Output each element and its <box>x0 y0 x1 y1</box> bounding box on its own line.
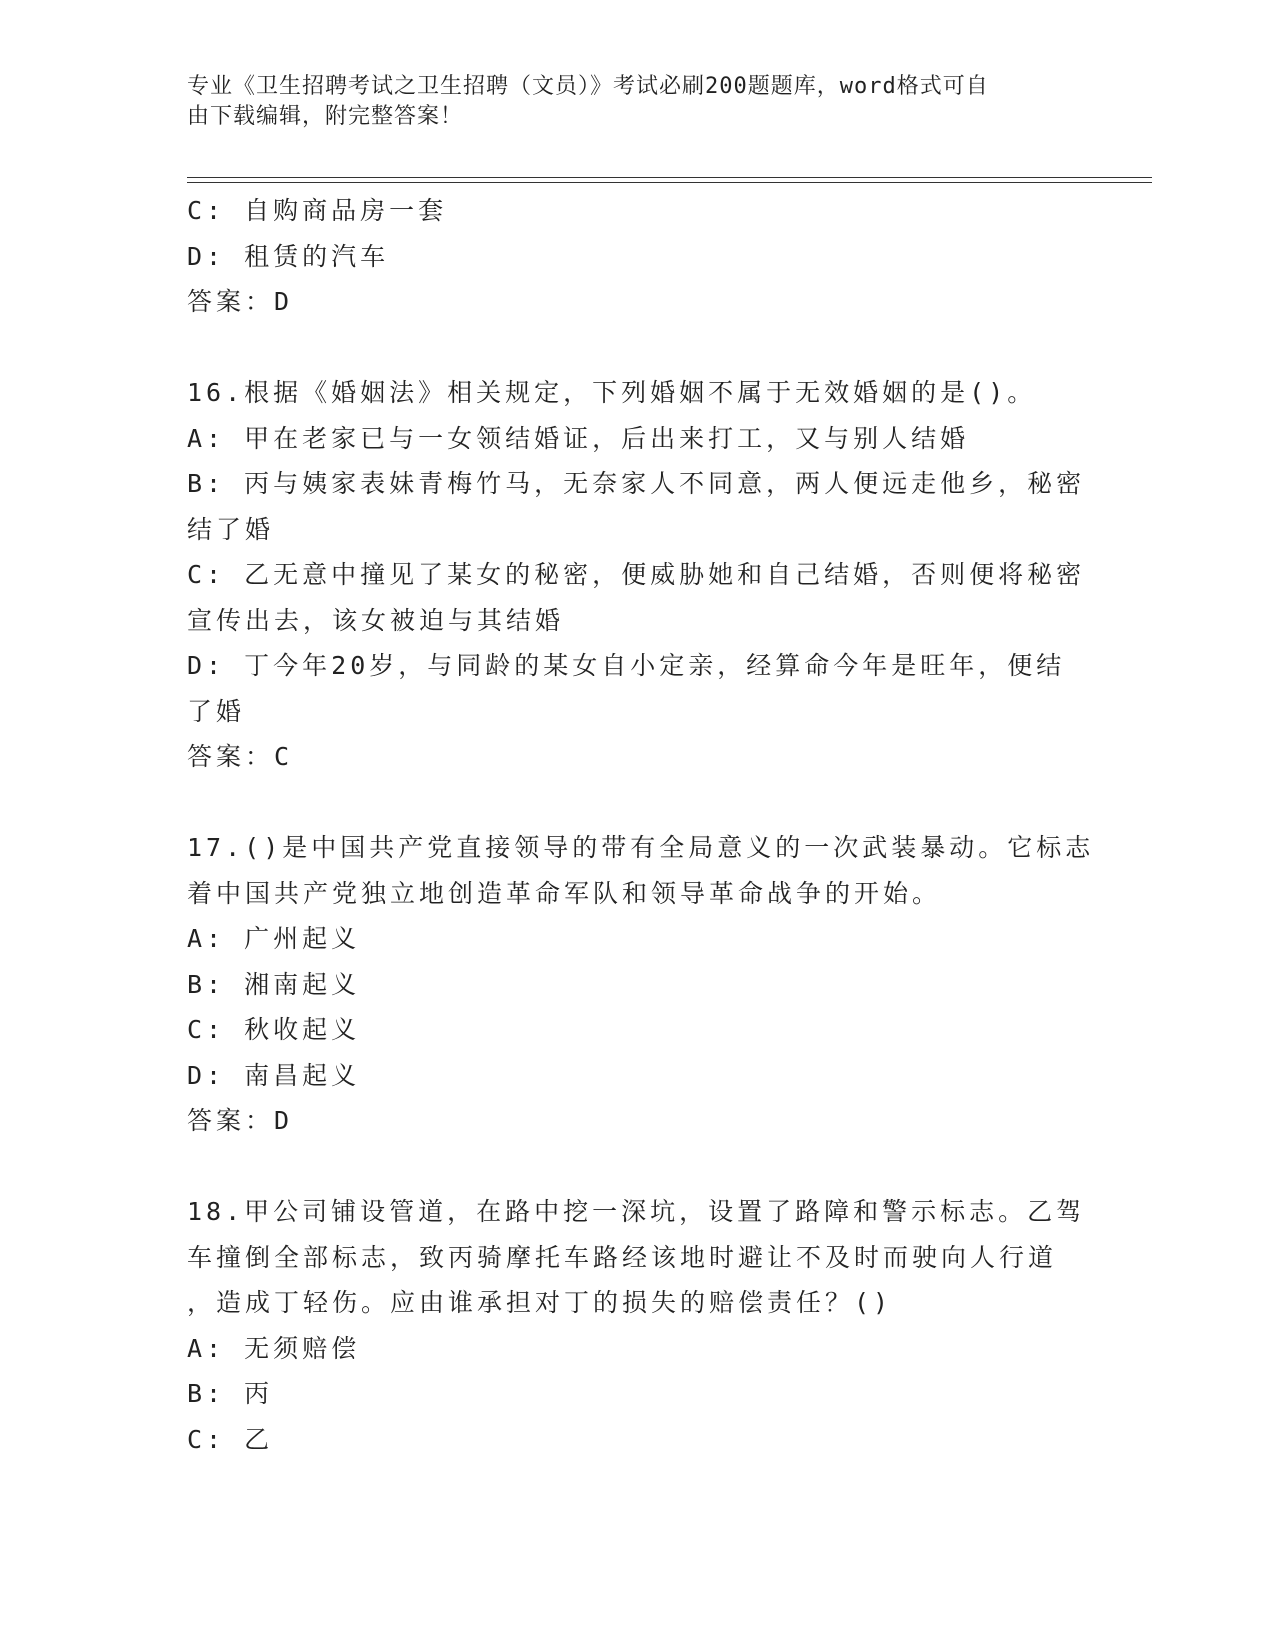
question-list <box>187 188 1095 1462</box>
q18-stem-cont-2: ，造成丁轻伤。应由谁承担对丁的损失的赔偿责任？() <box>187 1288 893 1317</box>
q18-stem-cont: 车撞倒全部标志，致丙骑摩托车路经该地时避让不及时而驶向人行道 <box>187 1242 1058 1272</box>
q17-option-c: C: 秋收起义 <box>187 1015 361 1044</box>
q18-option-a: A: 无须赔偿 <box>187 1333 361 1363</box>
q16-option-a: A: 甲在老家已与一女领结婚证，后出来打工，又与别人结婚 <box>187 423 970 453</box>
q17-option-b: B: 湘南起义 <box>187 969 361 999</box>
q15-option-c: C: 自购商品房一套 <box>187 196 448 225</box>
header-divider-bottom <box>187 182 1152 183</box>
spacer <box>187 1144 1077 1190</box>
q16-option-b: B: 丙与姨家表妹青梅竹马，无奈家人不同意，两人便远走他乡，秘密 <box>187 469 1086 498</box>
document-header <box>187 72 1067 132</box>
q16-option-d: D: 丁今年20岁，与同龄的某女自小定亲，经算命今年是旺年，便结 <box>187 651 1066 680</box>
q17-option-a: A: 广州起义 <box>187 924 361 953</box>
spacer <box>187 325 1077 371</box>
question-15 <box>187 188 1077 325</box>
q17-option-d: D: 南昌起义 <box>187 1060 361 1090</box>
spacer <box>187 780 1077 826</box>
q16-option-b-cont: 结了婚 <box>187 514 275 544</box>
q17-stem-cont: 着中国共产党独立地创造革命军队和领导革命战争的开始。 <box>187 878 942 908</box>
q15-option-d: D: 租赁的汽车 <box>187 241 390 271</box>
question-18 <box>187 1189 1086 1462</box>
question-16 <box>187 370 1086 780</box>
q16-option-c: C: 乙无意中撞见了某女的秘密，便威胁她和自己结婚，否则便将秘密 <box>187 560 1086 589</box>
q17-stem: 17.()是中国共产党直接领导的带有全局意义的一次武装暴动。它标志 <box>187 833 1095 862</box>
q18-stem: 18.甲公司铺设管道，在路中挖一深坑，设置了路障和警示标志。乙驾 <box>187 1197 1086 1226</box>
q17-answer: 答案：D <box>187 1106 294 1135</box>
q16-answer: 答案：C <box>187 742 294 771</box>
q16-option-c-cont: 宣传出去，该女被迫与其结婚 <box>187 605 565 635</box>
question-17 <box>187 825 1095 1144</box>
header-line-1: 专业《卫生招聘考试之卫生招聘（文员）》考试必刷200题题库，word格式可自 <box>187 74 989 99</box>
q15-answer: 答案：D <box>187 287 294 316</box>
q16-option-d-cont: 了婚 <box>187 696 246 726</box>
q16-stem: 16.根据《婚姻法》相关规定，下列婚姻不属于无效婚姻的是()。 <box>187 378 1037 407</box>
q18-option-b: B: 丙 <box>187 1379 274 1408</box>
header-line-2: 由下载编辑，附完整答案！ <box>187 104 464 129</box>
q18-option-c: C: 乙 <box>187 1424 274 1454</box>
header-divider-top <box>187 177 1152 178</box>
